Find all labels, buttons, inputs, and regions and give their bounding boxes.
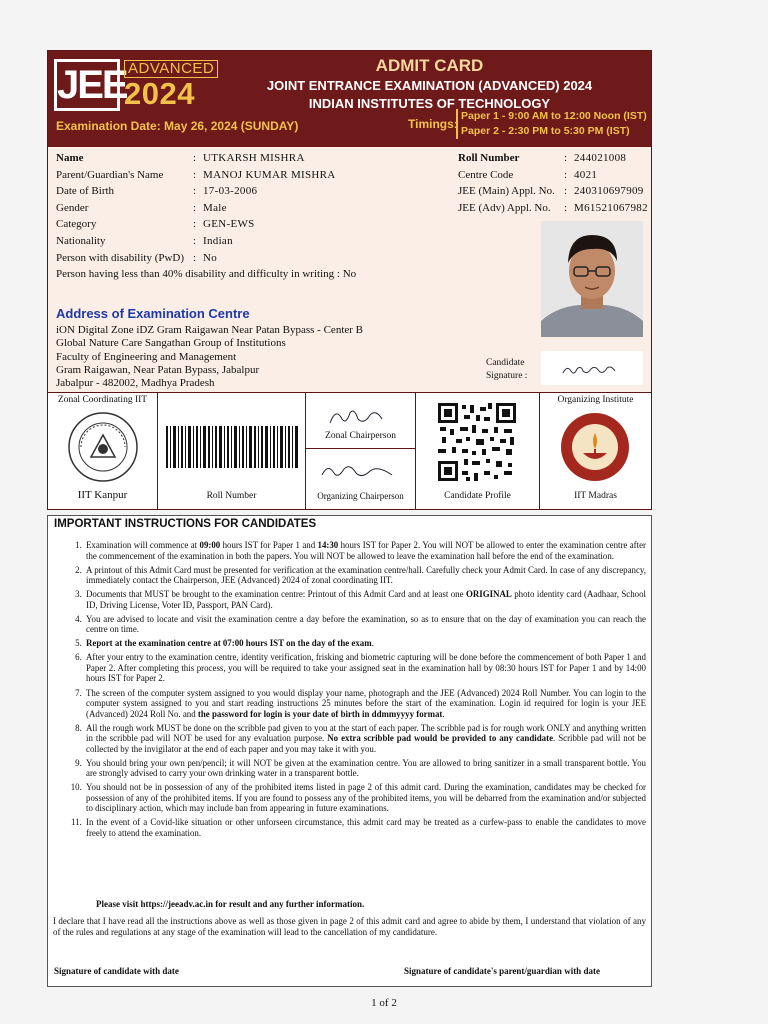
writing-label: Person having less than 40% disability and difficulty in writing : xyxy=(56,268,340,281)
centre-code: 4021 xyxy=(574,168,598,181)
parent-name: MANOJ KUMAR MISHRA xyxy=(203,168,336,181)
zonal-iit-cell: Zonal Coordinating IIT IIT Kanpur xyxy=(48,393,158,510)
roll-label: Roll Number xyxy=(458,152,520,164)
main-appl-number: 240310697909 xyxy=(574,185,644,198)
instruction-text: You are advised to locate and visit the examination centre a day before the examination, so as to ensure that on the day of examination you can reach the centre on time. xyxy=(86,613,646,635)
instruction-text: hours IST for Paper 1 and xyxy=(220,540,318,550)
barcode-icon xyxy=(166,426,298,468)
nationality-value: Indian xyxy=(203,234,233,247)
gender-label: Gender xyxy=(56,201,89,214)
candidate-signature xyxy=(541,351,643,385)
instruction-emphasis: 09:00 xyxy=(199,540,221,550)
instruction-text: Examination will commence at xyxy=(86,540,200,550)
instruction-text: You should bring your own pen/pencil; it will NOT be given at the examination centre. You are allowed to bring sanitizer in a small transparent bottle. You are strongly advised to carry your own drinking water in a transparent bottle. xyxy=(86,757,646,779)
jee-advanced-logo: JEE ADVANCED 2024 xyxy=(54,59,209,111)
qr-code-icon xyxy=(436,401,518,483)
chairperson-cell: Zonal Chairperson Organizing Chairperson xyxy=(306,393,416,510)
instructions-list xyxy=(84,540,646,842)
instruction-item xyxy=(84,688,646,720)
instruction-emphasis: 14:30 xyxy=(317,540,339,550)
dob-label: Date of Birth xyxy=(56,185,115,198)
admit-card xyxy=(47,50,652,510)
instruction-text: In the event of a Covid-like situation or other unforseen circumstance, this admit card may be treated as a curfew-pass to enable the candidates to move freely to attend the examination. xyxy=(86,817,646,838)
instruction-item xyxy=(84,782,646,814)
timings-label: Timings: xyxy=(408,117,458,131)
instruction-emphasis: Report at the examination centre at 07:00 hours IST on the day of the exam xyxy=(86,638,372,649)
zonal-chair-signature-icon xyxy=(324,403,394,429)
instruction-text: After your entry to the examination centre, identity verification, frisking and biometric capturing will be done before the commencement of both Paper 1 and Paper 2. After completing this process, you will be required to take your assigned seat in the examination hall by 08:30 hours IST for Paper 1 and by 14:00 hours IST for Paper 2. xyxy=(86,652,646,684)
instruction-item xyxy=(84,565,646,586)
dob-value: 17-03-2006 xyxy=(203,185,258,198)
instruction-text: hours IST for Paper 2. You will NOT be allowed to enter the examination centre after the commencement of the examination in both the papers. You will NOT be allowed to leave the examination hall before the end of the examination. xyxy=(86,540,646,561)
visit-website-note: Please visit https://jeeadv.ac.in for result and any further information. xyxy=(96,899,365,909)
instruction-text: A printout of this Admit Card must be presented for verification at the examination centre/hall. Carefully check your Admit Card. In case of any discrepancy, immediately contact the Chairperson, JEE (Advanced) 2024 of zonal coordinating IIT. xyxy=(86,564,646,586)
instruction-item xyxy=(84,638,646,649)
category-label: Category xyxy=(56,218,97,231)
signature-label: Candidate Signature : xyxy=(486,358,528,381)
paper2-timing: Paper 2 - 2:30 PM to 5:30 PM (IST) xyxy=(461,125,630,137)
category-value: GEN-EWS xyxy=(203,218,255,231)
instruction-item xyxy=(84,614,646,635)
name-label: Name xyxy=(56,152,84,164)
exam-date: Examination Date: May 26, 2024 (SUNDAY) xyxy=(56,119,299,133)
instruction-text: photo identity card (Aadhaar, School ID, Driving License, Voter ID, Passport, PAN Card). xyxy=(86,589,646,610)
parent-signature-field: Signature of candidate's parent/guardian with date xyxy=(404,966,600,976)
roll-number: 244021008 xyxy=(574,152,627,164)
paper-timings xyxy=(456,109,647,139)
instruction-text: . Scribble pad will not be collected by the invigilator at the end of each paper and you may take it with you. xyxy=(86,733,646,754)
centre-address: iON Digital Zone iDZ Gram Raigawan Near Patan Bypass - Center B Global Nature Care Sangathan Group of Institutions Faculty of Engineering and Management Gram Raigawan, Near Patan Bypass, Jabalpur Jabalpur - 482002, Madhya Pradesh xyxy=(56,324,364,390)
instruction-text: The screen of the computer system assigned to you would display your name, photograph and the JEE (Advanced) 2024 Roll Number. You can login to the computer system assigned to you and start reading instructions 25 minutes before the start of the examination. Login id required for login is your JEE (Advanced) 2024 Roll No. and xyxy=(86,687,646,719)
instruction-item xyxy=(84,723,646,755)
admit-card-header xyxy=(48,51,651,147)
instruction-item xyxy=(84,589,646,610)
pwd-label: Person with disability (PwD) xyxy=(56,251,185,264)
candidate-details: Name : UTKARSH MISHRA Parent/Guardian's Name : MANOJ KUMAR MISHRA Date of Birth : 17-03-2006 Gender : Male Category : GEN-EWS Nationality : Indian Person with disability (PwD) : No Person having less than 40% disability and difficulty in writing : No xyxy=(56,150,356,283)
instruction-item xyxy=(84,817,646,838)
instruction-emphasis: No extra scribble pad would be provided to any candidate xyxy=(327,733,554,744)
iit-kanpur-seal-icon xyxy=(67,411,139,483)
roll-barcode-cell: Roll Number xyxy=(158,393,306,510)
instruction-text: You should not be in possession of any of the prohibited items listed in page 2 of this admit card. During the examination, candidates may be checked for possession of any of the prohibited items. If you are found to possess any of the prohibited items, you will be debarred from the examination and/or subjected to disciplinary action, which may include ban from appearing in future examinations. xyxy=(86,782,646,814)
adv-appl-number: M61521067982 xyxy=(574,201,648,214)
instruction-item xyxy=(84,652,646,684)
roll-details: Roll Number : 244021008 Centre Code : 4021 JEE (Main) Appl. No. : 240310697909 JEE (Adv) Appl. No. : M61521067982 xyxy=(458,150,648,216)
instruction-item xyxy=(84,540,646,561)
parent-label: Parent/Guardian's Name xyxy=(56,168,164,181)
candidate-name: UTKARSH MISHRA xyxy=(203,152,305,164)
centre-label: Centre Code xyxy=(458,168,514,181)
instruction-emphasis: ORIGINAL xyxy=(465,589,512,600)
instruction-text: . xyxy=(442,708,445,719)
candidate-photo xyxy=(541,221,643,337)
instruction-text: Documents that MUST be brought to the examination centre: Printout of this Admit Card and at least one xyxy=(86,589,466,600)
verification-strip xyxy=(48,392,651,509)
pwd-value: No xyxy=(203,251,218,264)
instruction-emphasis: the password for login is your date of birth in ddmmyyyy format xyxy=(197,708,443,719)
candidate-signature-field: Signature of candidate with date xyxy=(54,966,179,976)
paper1-timing: Paper 1 - 9:00 AM to 12:00 Noon (IST) xyxy=(461,110,647,122)
organizing-institute-cell: Organizing Institute IIT Madras xyxy=(557,395,634,501)
iit-madras-seal-icon xyxy=(559,411,631,483)
writing-value: No xyxy=(342,268,357,281)
instruction-text: . xyxy=(371,638,374,649)
exam-name: JOINT ENTRANCE EXAMINATION (ADVANCED) 2024 xyxy=(266,78,593,93)
institute-name: INDIAN INSTITUTES OF TECHNOLOGY xyxy=(308,96,551,111)
address-title: Address of Examination Centre xyxy=(56,306,250,321)
instruction-item xyxy=(84,758,646,779)
instructions-title: IMPORTANT INSTRUCTIONS FOR CANDIDATES xyxy=(54,518,317,530)
instruction-text: All the rough work MUST be done on the scribble pad given to you at the start of each paper. The scribble pad is for rough work ONLY and anything written in the scribble pad will NOT be used for any evaluation purpose. xyxy=(86,722,646,744)
candidate-profile-cell: Candidate Profile xyxy=(416,393,540,510)
page-title: ADMIT CARD xyxy=(375,56,484,75)
declaration: I declare that I have read all the instructions above as well as those given in page 2 of this admit card and agree to abide by them, I understand that violation of any of the rules and regulations at any stage of the examination will lead to the cancellation of my candidature. xyxy=(53,916,646,937)
org-chair-signature-icon xyxy=(318,459,398,485)
gender-value: Male xyxy=(203,201,227,214)
instructions-panel xyxy=(47,515,652,987)
page-number: 1 of 2 xyxy=(371,997,397,1009)
adv-appl-label: JEE (Adv) Appl. No. xyxy=(458,201,551,214)
nationality-label: Nationality xyxy=(56,234,106,247)
main-appl-label: JEE (Main) Appl. No. xyxy=(458,185,555,198)
